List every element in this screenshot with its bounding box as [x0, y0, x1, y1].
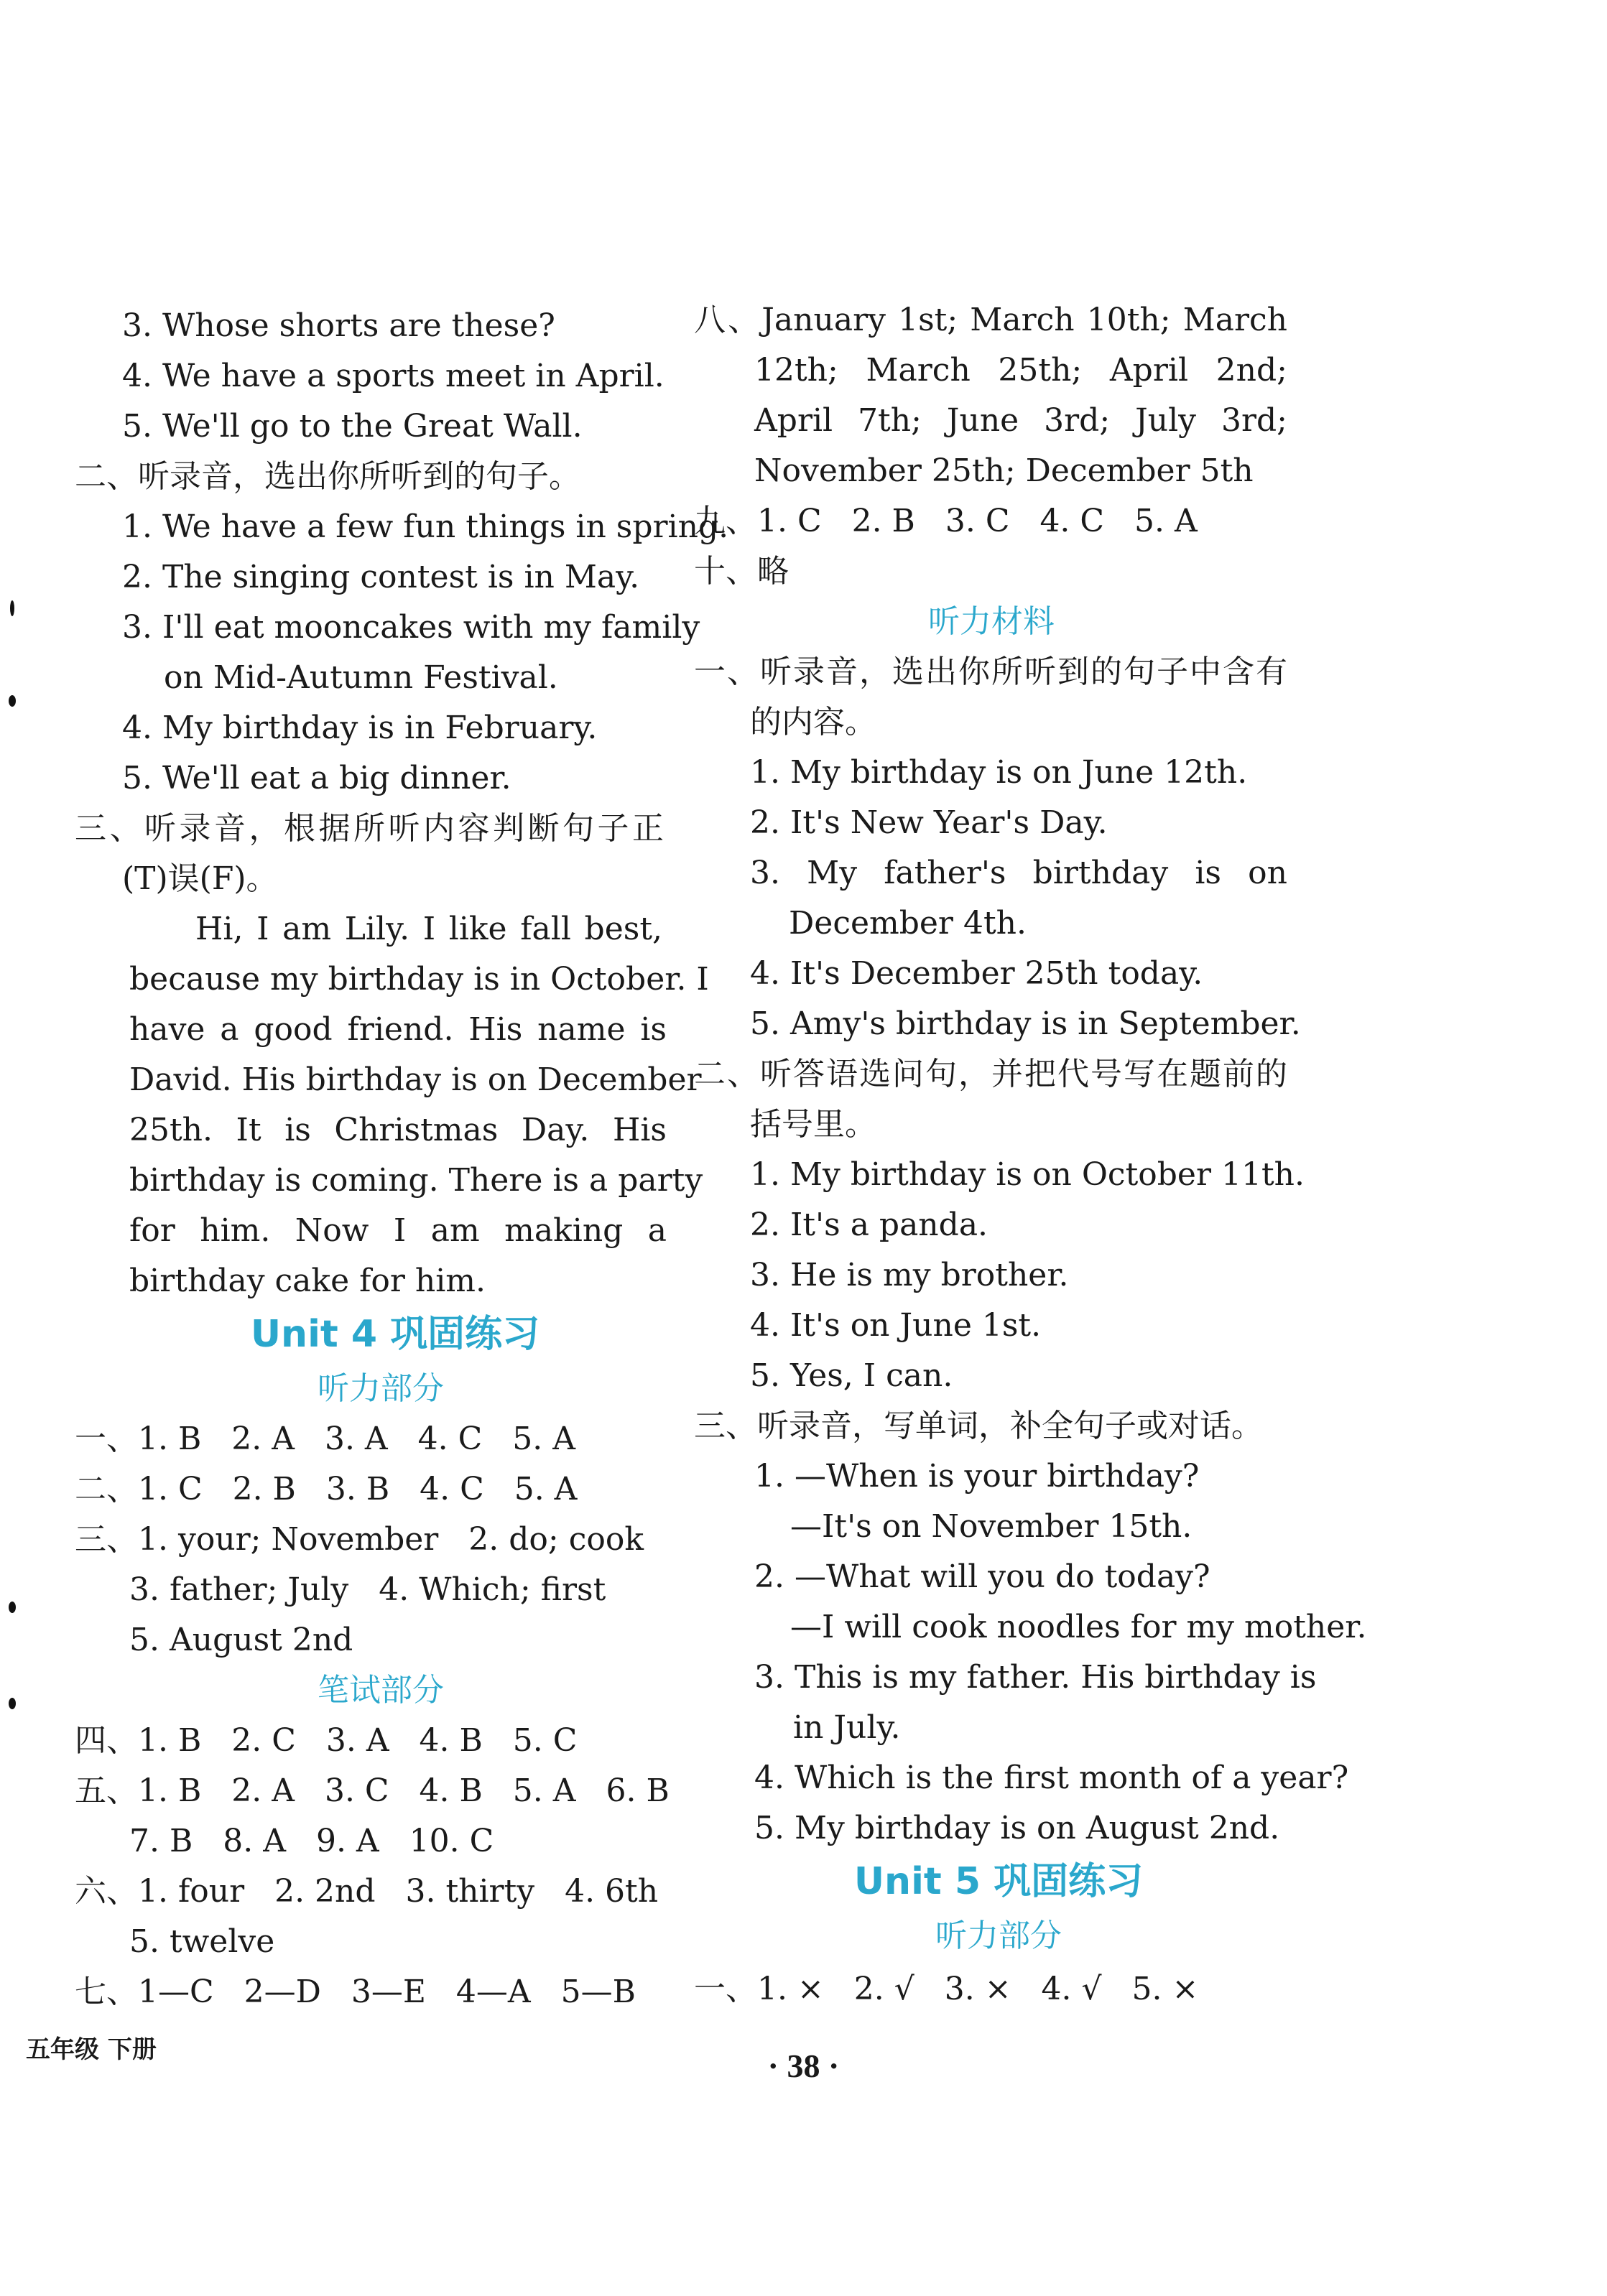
right-line: 4. Which is the first month of a year?	[754, 1760, 1349, 1796]
left-line: 三、听录音，根据所听内容判断句子正	[75, 810, 664, 847]
heading-unit4-written: 笔试部分	[318, 1672, 444, 1709]
right-line: 1. —When is your birthday?	[754, 1458, 1200, 1495]
right-line: —It's on November 15th.	[790, 1508, 1192, 1545]
left-line: 二、1. C 2. B 3. B 4. C 5. A	[75, 1471, 578, 1507]
right-line: 2. It's New Year's Day.	[750, 804, 1108, 841]
right-line: April 7th; June 3rd; July 3rd;	[754, 402, 1287, 439]
heading-listening-material: 听力材料	[928, 603, 1055, 640]
margin-mark	[9, 1698, 16, 1709]
left-line: 2. The singing contest is in May.	[122, 559, 640, 595]
left-line: 三、1. your; November 2. do; cook	[75, 1521, 644, 1558]
heading-unit4: Unit 4 巩固练习	[250, 1313, 540, 1356]
heading-unit4-listening: 听力部分	[318, 1370, 444, 1407]
left-line: 5. August 2nd	[129, 1622, 353, 1658]
right-line: 二、听答语选问句，并把代号写在题前的	[694, 1056, 1287, 1092]
left-line: 4. My birthday is in February.	[122, 710, 598, 746]
left-line: birthday is coming. There is a party	[129, 1162, 703, 1199]
left-line: David. His birthday is on December	[129, 1061, 702, 1098]
right-line: December 4th.	[789, 905, 1027, 942]
right-line: 5. Amy's birthday is in September.	[750, 1005, 1301, 1042]
left-line: 3. I'll eat mooncakes with my family	[122, 609, 700, 646]
right-line: 4. It's December 25th today.	[750, 955, 1203, 992]
right-line: 12th; March 25th; April 2nd;	[754, 352, 1287, 389]
right-line: 3. My father's birthday is on	[750, 855, 1287, 891]
left-line: because my birthday is in October. I	[129, 961, 709, 998]
left-line: 7. B 8. A 9. A 10. C	[129, 1823, 494, 1859]
left-line: on Mid-Autumn Festival.	[164, 659, 558, 696]
left-line: 一、1. B 2. A 3. A 4. C 5. A	[75, 1421, 575, 1457]
right-line: 的内容。	[750, 704, 876, 740]
right-line: 十、略	[694, 553, 789, 590]
right-line: 3. This is my father. His birthday is	[754, 1659, 1317, 1696]
left-line: 七、1—C 2—D 3—E 4—A 5—B	[75, 1974, 636, 2010]
right-line: 一、1. × 2. √ 3. × 4. √ 5. ×	[694, 1971, 1199, 2007]
right-line: 1. My birthday is on October 11th.	[750, 1156, 1305, 1193]
page-number: · 38 ·	[767, 2048, 840, 2084]
right-line: 一、听录音，选出你所听到的句子中含有	[694, 654, 1287, 690]
left-line: 5. We'll go to the Great Wall.	[122, 408, 583, 445]
right-line: 5. Yes, I can.	[750, 1357, 953, 1394]
margin-mark	[10, 600, 14, 616]
right-line: in July.	[793, 1709, 901, 1746]
left-line: 5. We'll eat a big dinner.	[122, 760, 511, 796]
left-line: birthday cake for him.	[129, 1263, 486, 1299]
right-line: November 25th; December 5th	[754, 452, 1254, 489]
right-line: —I will cook noodles for my mother.	[790, 1609, 1367, 1645]
left-line: 3. Whose shorts are these?	[122, 307, 555, 344]
left-line: Hi, I am Lily. I like fall best,	[195, 911, 662, 947]
right-line: 4. It's on June 1st.	[750, 1307, 1042, 1344]
right-line: 2. —What will you do today?	[754, 1558, 1210, 1595]
left-line: 5. twelve	[129, 1923, 275, 1960]
grade-label: 五年级 下册	[26, 2035, 157, 2064]
left-line: for him. Now I am making a	[129, 1212, 667, 1249]
right-line: 5. My birthday is on August 2nd.	[754, 1810, 1280, 1846]
right-line: 3. He is my brother.	[750, 1257, 1069, 1293]
right-line: 八、January 1st; March 10th; March	[694, 302, 1287, 338]
left-line: 1. We have a few fun things in spring.	[122, 508, 729, 545]
right-line: 1. My birthday is on June 12th.	[750, 754, 1248, 791]
heading-unit5-listening: 听力部分	[935, 1918, 1062, 1954]
right-line: 三、听录音，写单词，补全句子或对话。	[694, 1408, 1263, 1444]
left-line: 六、1. four 2. 2nd 3. thirty 4. 6th	[75, 1873, 659, 1910]
left-line: 3. father; July 4. Which; first	[129, 1571, 606, 1608]
left-line: 五、1. B 2. A 3. C 4. B 5. A 6. B	[75, 1772, 670, 1809]
left-line: 四、1. B 2. C 3. A 4. B 5. C	[75, 1722, 578, 1759]
left-line: 25th. It is Christmas Day. His	[129, 1112, 667, 1148]
right-line: 2. It's a panda.	[750, 1207, 988, 1243]
right-line: 括号里。	[750, 1106, 876, 1143]
margin-mark	[9, 1602, 16, 1613]
left-line: (T)误(F)。	[122, 860, 278, 897]
margin-mark	[9, 695, 16, 707]
left-line: have a good friend. His name is	[129, 1011, 667, 1048]
right-line: 九、1. C 2. B 3. C 4. C 5. A	[694, 503, 1198, 539]
left-line: 二、听录音，选出你所听到的句子。	[75, 458, 580, 495]
heading-unit5: Unit 5 巩固练习	[853, 1860, 1144, 1903]
left-line: 4. We have a sports meet in April.	[122, 358, 664, 394]
